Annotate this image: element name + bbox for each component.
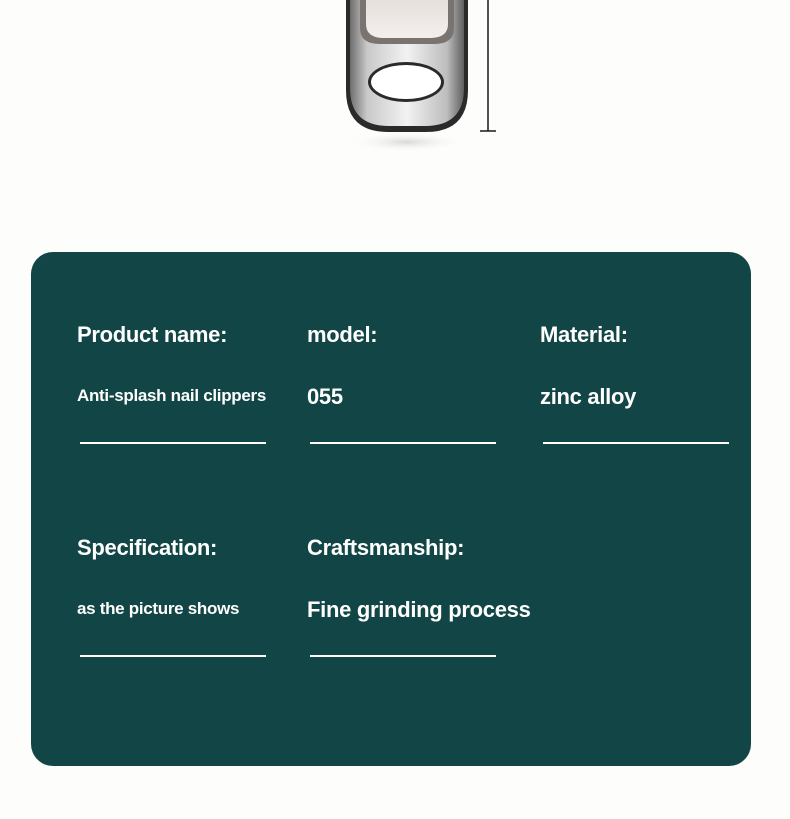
- spec-value: as the picture shows: [77, 599, 240, 618]
- divider: [310, 442, 496, 444]
- nail-clipper-image: [330, 0, 510, 170]
- spec-label: Product name:: [77, 322, 228, 347]
- spec-value: Anti-splash nail clippers: [77, 386, 266, 405]
- spec-label: Material:: [540, 322, 628, 347]
- spec-label: Specification:: [77, 535, 218, 560]
- spec-label: model:: [307, 322, 378, 347]
- spec-value: zinc alloy: [540, 384, 637, 409]
- spec-card: [31, 252, 751, 766]
- divider: [80, 442, 266, 444]
- divider: [310, 655, 496, 657]
- spec-label: Craftsmanship:: [307, 535, 465, 560]
- spec-value: Fine grinding process: [307, 597, 531, 622]
- divider: [543, 442, 729, 444]
- divider: [80, 655, 266, 657]
- spec-value: 055: [307, 384, 343, 409]
